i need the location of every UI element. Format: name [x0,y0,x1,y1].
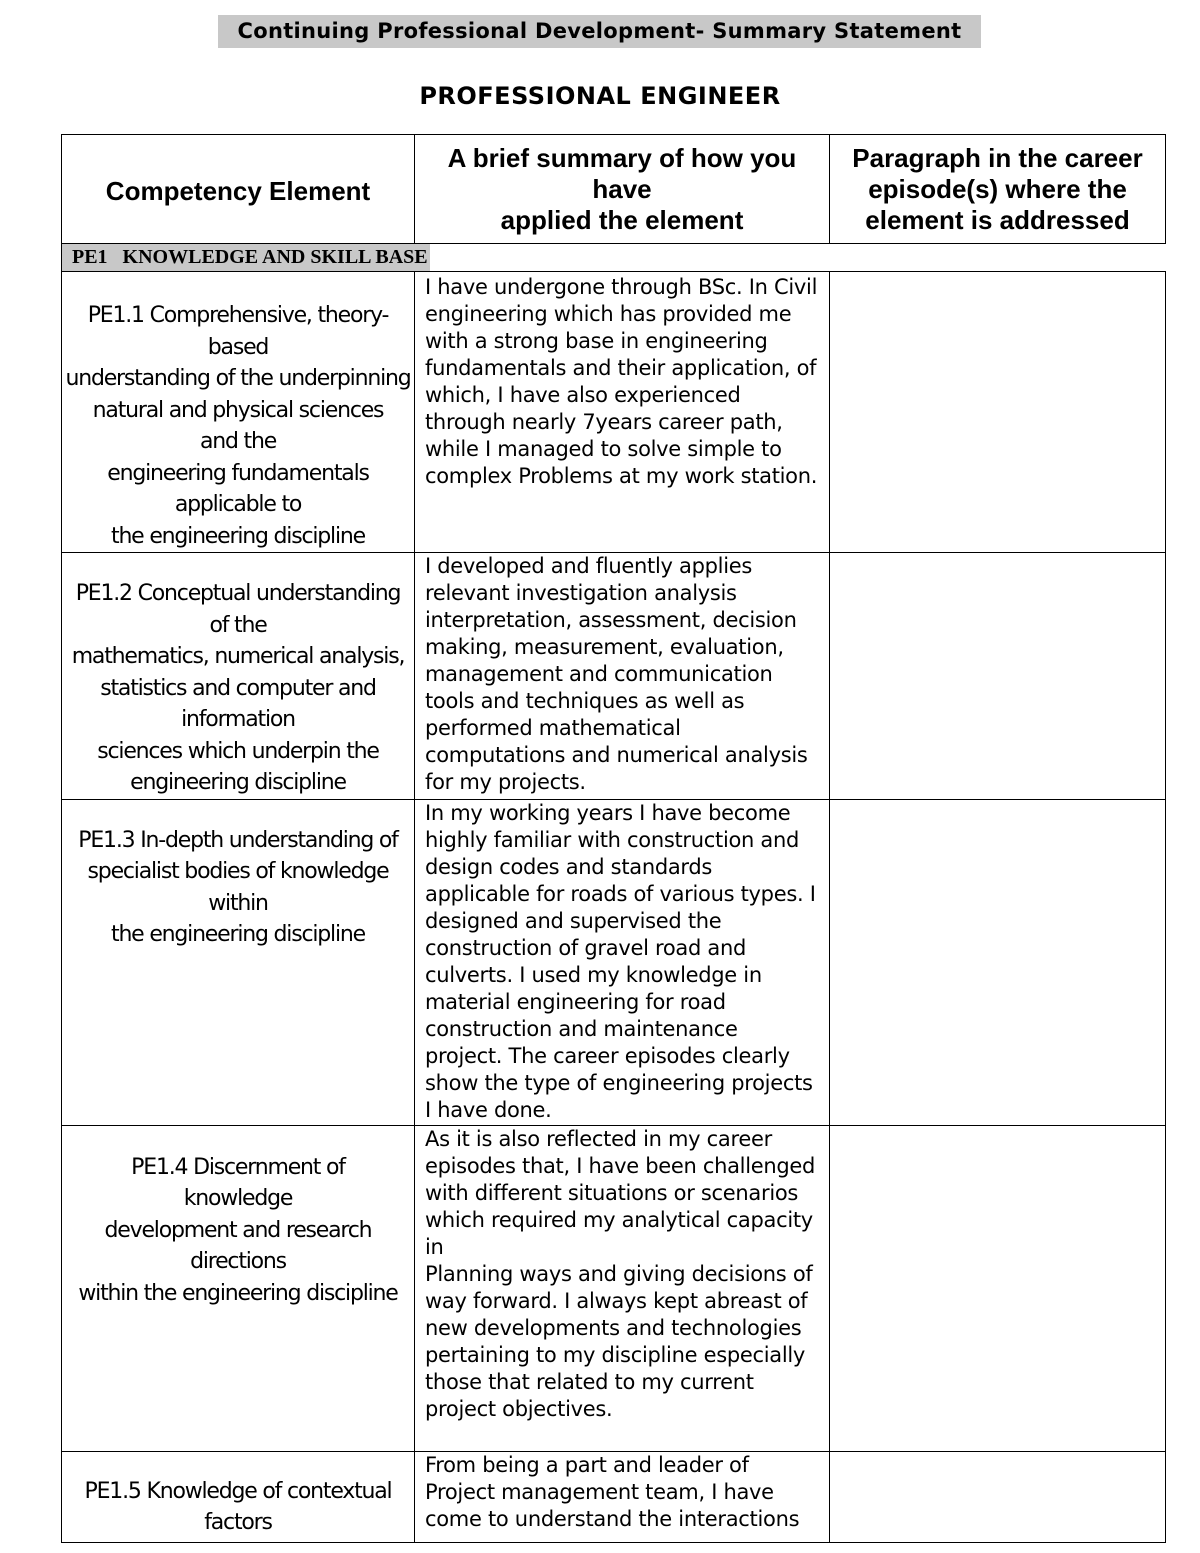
competency-cell [62,799,415,1125]
paragraph-cell [830,799,1166,1125]
paragraph-cell [830,1451,1166,1542]
section-label: PE1 KNOWLEDGE AND SKILL BASE [62,244,430,271]
summary-cell: From being a part and leader of Project management team, I have come to understand the interactions [415,1451,830,1542]
section-cell [62,244,1166,272]
table-row [62,272,1166,553]
summary-cell: I developed and fluently applies relevant investigation analysis interpretation, assessment, decision making, measurement, evaluation, management and communication tools and techniques as well as performed mathematical computations and numerical analysis for my projects. [415,553,830,800]
competency-cell [62,1125,415,1451]
competency-cell [62,272,415,553]
table-row [62,1451,1166,1542]
table-row [62,1125,1166,1451]
document-title: Continuing Professional Development- Summary Statement [218,15,981,48]
competency-text: PE1.5 Knowledge of contextual factors [84,1478,392,1535]
competency-text: PE1.4 Discernment of knowledge development and research directions within the engineering discipline [78,1154,398,1306]
section-row [62,244,1166,272]
document-subtitle: PROFESSIONAL ENGINEER [419,82,781,110]
competency-cell [62,553,415,800]
table-row [62,553,1166,800]
header-competency-element [62,135,415,244]
summary-text: As it is also reflected in my career episodes that, I have been challenged with different situations or scenarios which required my analytical capacity in Planning ways and giving decisions of way forward. I always kept abreast of new developments and technologies pertaining to my discipline especially those that related to my current project objectives. [425,1126,816,1421]
summary-cell: In my working years I have become highly familiar with construction and design codes and standards applicable for roads of various types. I designed and supervised the construction of gravel road and culverts. I used my knowledge in material engineering for road construction and maintenance project. The career episodes clearly show the type of engineering projects I have done. [415,799,830,1125]
competency-text: PE1.2 Conceptual understanding of the mathematics, numerical analysis, statistics and computer and information sciences which underpin the engineering discipline [71,581,405,795]
competency-text: PE1.1 Comprehensive, theory- based understanding of the underpinning natural and physical sciences and the engineering fundamentals applicable to the engineering discipline [65,303,411,549]
paragraph-cell [830,272,1166,553]
paragraph-cell [830,553,1166,800]
cpd-summary-table [61,134,1166,1543]
header-paragraph-reference [830,135,1166,244]
table-row [62,799,1166,1125]
summary-cell: I have undergone through BSc. In Civil engineering which has provided me with a strong base in engineering fundamentals and their application, of which, I have also experienced through nearly 7years career path, while I managed to solve simple to complex Problems at my work station. [415,272,830,553]
summary-cell [415,1125,830,1451]
competency-cell [62,1451,415,1542]
competency-text: PE1.3 In-depth understanding of specialist bodies of knowledge within the engineering discipline [78,827,398,947]
header-summary-label: A brief summary of how you have applied the element [447,142,797,235]
header-competency-label: Competency Element [105,175,371,206]
paragraph-cell [830,1125,1166,1451]
header-paragraph-label: Paragraph in the career episode(s) where the element is addressed [852,142,1143,235]
header-brief-summary [415,135,830,244]
table-header-row [62,135,1166,244]
